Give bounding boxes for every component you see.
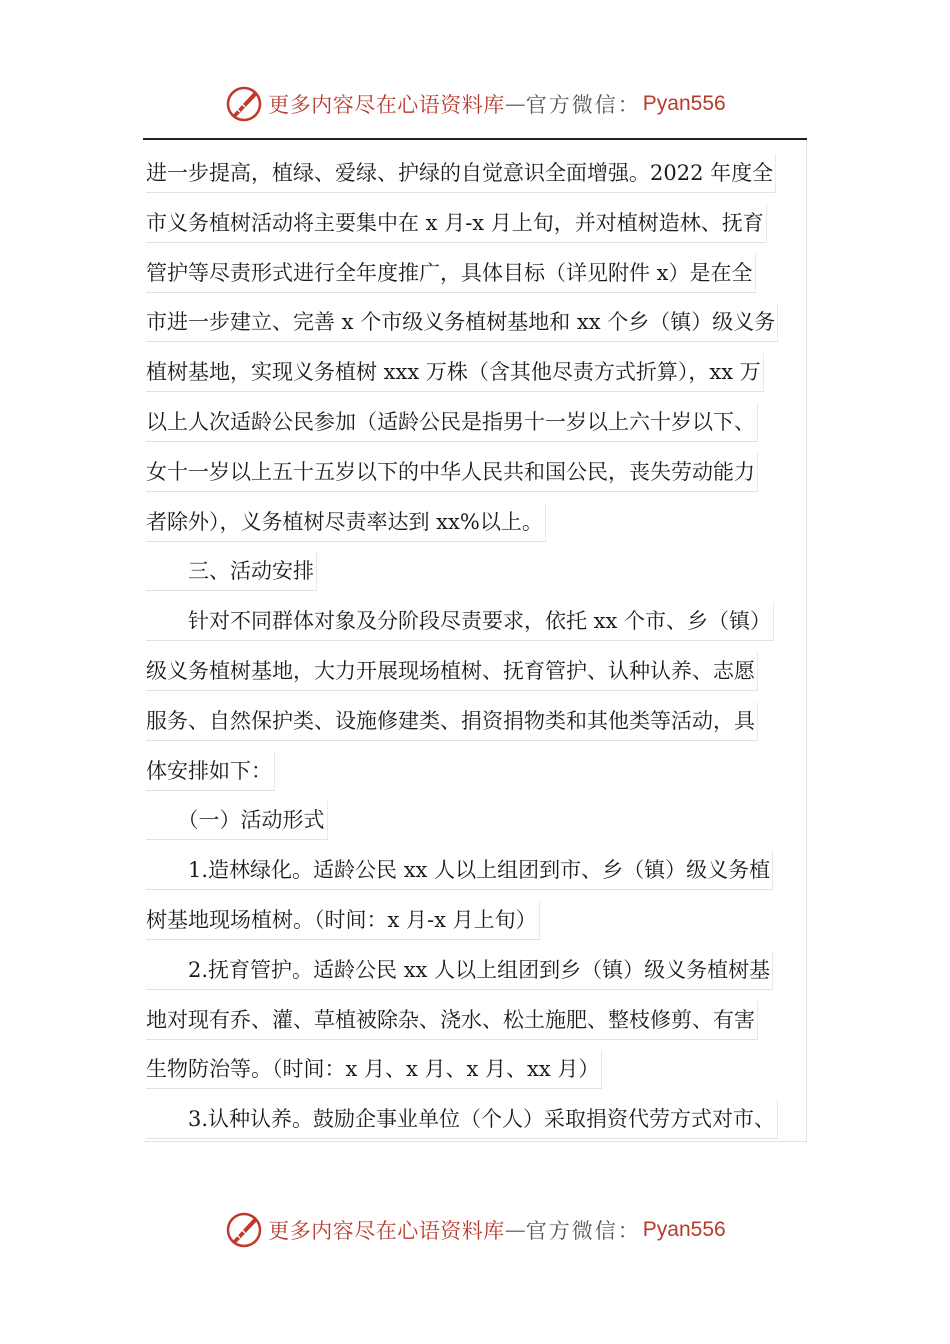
text-line: 服务、自然保护类、设施修建类、捐资捐物类和其他类等活动，具 <box>146 696 806 746</box>
text-line: 树基地现场植树。（时间：x 月-x 月上旬） <box>146 895 806 945</box>
text-line: 者除外），义务植树尽责率达到 xx%以上。 <box>146 497 806 547</box>
quill-logo-icon <box>224 84 264 124</box>
text-line: 生物防治等。（时间：x 月、x 月、x 月、xx 月） <box>146 1044 806 1094</box>
text-line: 3.认种认养。鼓励企事业单位（个人）采取捐资代劳方式对市、 <box>146 1094 806 1144</box>
text-line: 植树基地，实现义务植树 xxx 万株（含其他尽责方式折算），xx 万 <box>146 347 806 397</box>
text-line: 体安排如下： <box>146 746 806 796</box>
text-line: 2.抚育管护。适龄公民 xx 人以上组团到乡（镇）级义务植树基 <box>146 945 806 995</box>
text-line: 1.造林绿化。适龄公民 xx 人以上组团到市、乡（镇）级义务植 <box>146 845 806 895</box>
text-line: 以上人次适龄公民参加（适龄公民是指男十一岁以上六十岁以下、 <box>146 397 806 447</box>
text-line: 管护等尽责形式进行全年度推广，具体目标（详见附件 x）是在全 <box>146 248 806 298</box>
banner-brand: 官方微信： <box>525 93 641 117</box>
banner-separator: — <box>504 1218 526 1242</box>
subsection-heading: （一）活动形式 <box>146 795 806 845</box>
banner-slogan: 更多内容尽在心语资料库 <box>268 1219 505 1243</box>
banner-wechat-id: Pyan556 <box>642 92 726 115</box>
text-line: 市义务植树活动将主要集中在 x 月-x 月上旬，并对植树造林、抚育 <box>146 198 806 248</box>
banner-wechat-id: Pyan556 <box>642 1218 726 1241</box>
text-line: 针对不同群体对象及分阶段尽责要求，依托 xx 个市、乡（镇） <box>146 596 806 646</box>
banner-separator: — <box>504 92 526 116</box>
section-heading: 三、活动安排 <box>146 546 806 596</box>
document-body <box>146 148 806 1144</box>
banner-brand: 官方微信： <box>525 1219 641 1243</box>
text-line: 地对现有乔、灌、草植被除杂、浇水、松土施肥、整枝修剪、有害 <box>146 995 806 1045</box>
banner-slogan: 更多内容尽在心语资料库 <box>268 93 505 117</box>
footer-banner <box>0 1208 950 1252</box>
quill-logo-icon <box>224 1210 264 1250</box>
text-line: 级义务植树基地，大力开展现场植树、抚育管护、认种认养、志愿 <box>146 646 806 696</box>
header-banner <box>0 82 950 126</box>
text-line: 进一步提高，植绿、爱绿、护绿的自觉意识全面增强。2022 年度全 <box>146 148 806 198</box>
text-line: 市进一步建立、完善 x 个市级义务植树基地和 xx 个乡（镇）级义务 <box>146 297 806 347</box>
text-line: 女十一岁以上五十五岁以下的中华人民共和国公民，丧失劳动能力 <box>146 447 806 497</box>
